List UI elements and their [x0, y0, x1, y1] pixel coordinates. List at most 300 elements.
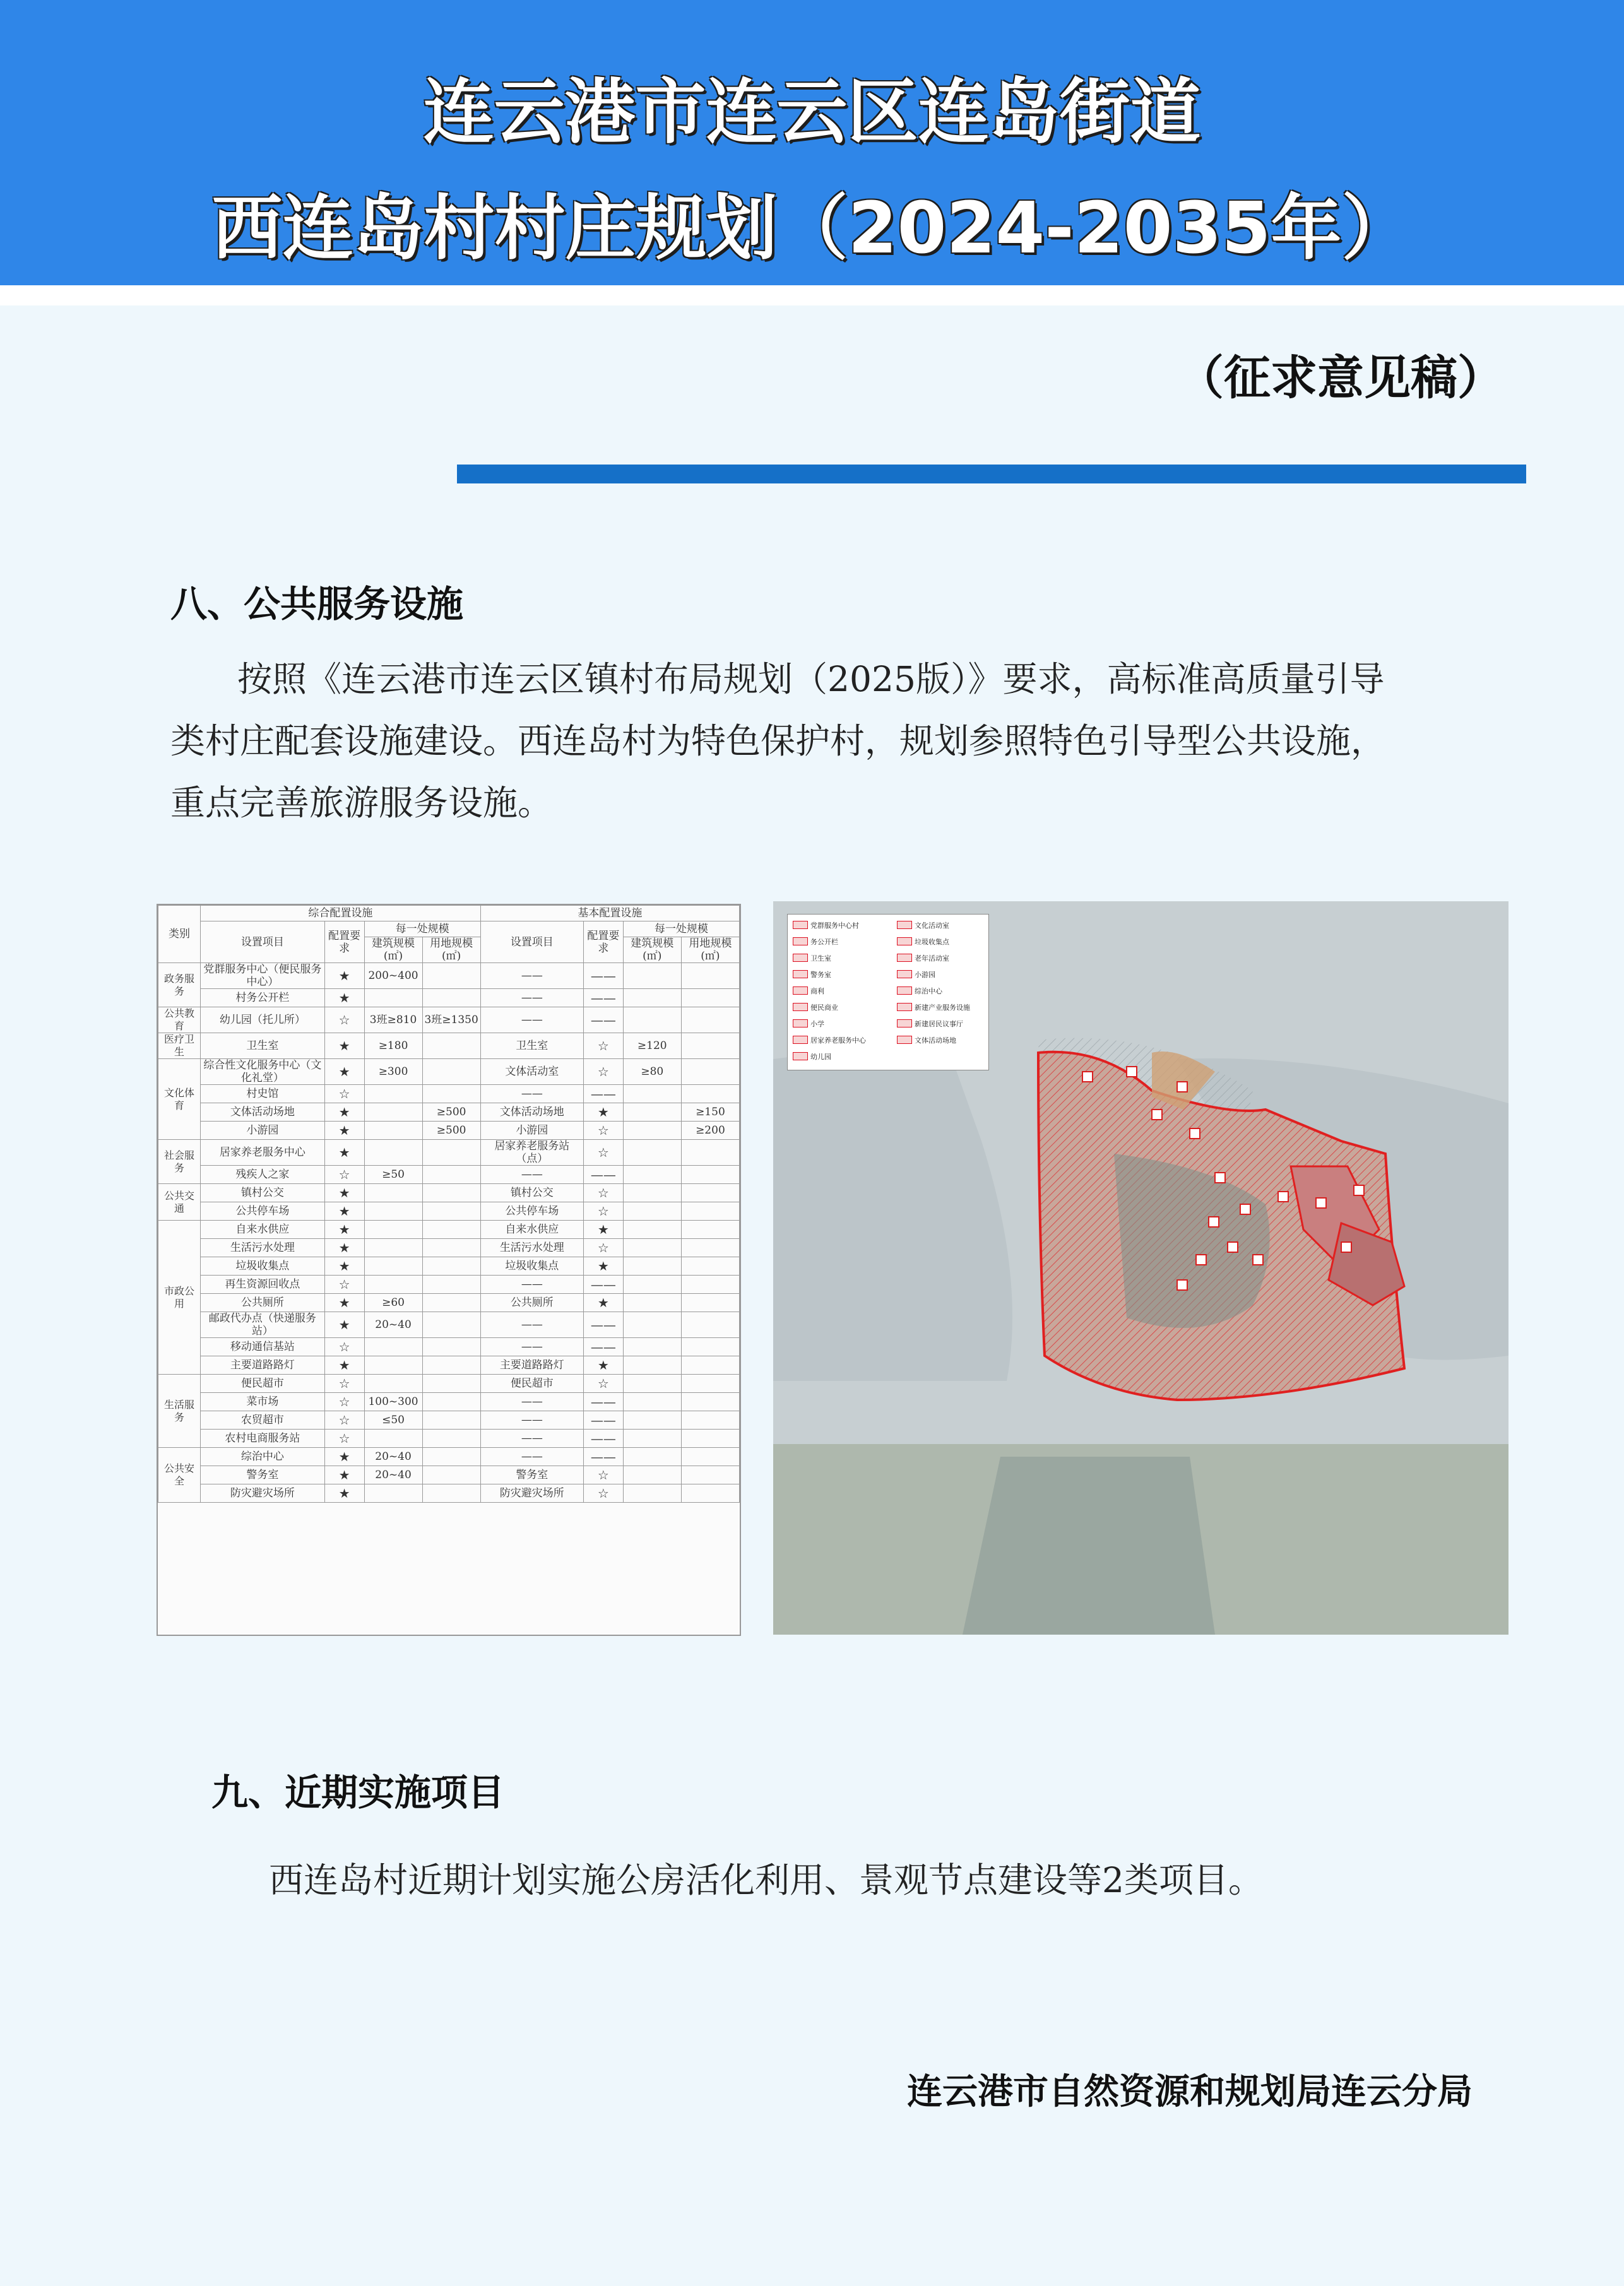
table-row [158, 1338, 740, 1356]
category-cell: 公共交通 [158, 1184, 201, 1221]
cell-c-land [422, 1393, 480, 1411]
cell-b-item: —— [480, 1276, 583, 1294]
cell-b-build [623, 1375, 681, 1393]
table-row [158, 1184, 740, 1202]
cell-c-req: ★ [324, 1140, 364, 1166]
cell-b-land [681, 1356, 739, 1375]
cell-c-build [364, 1257, 422, 1276]
cell-c-req: ★ [324, 1257, 364, 1276]
cell-c-build: 20~40 [364, 1312, 422, 1338]
cell-b-item: 自来水供应 [480, 1221, 583, 1239]
cell-c-item: 党群服务中心（便民服务中心） [200, 963, 324, 989]
legend-swatch [897, 1036, 912, 1044]
cell-b-req: ★ [583, 1221, 623, 1239]
cell-c-build [364, 1140, 422, 1166]
cell-b-item: —— [480, 1393, 583, 1411]
cell-b-item: 公共停车场 [480, 1202, 583, 1221]
table-row [158, 1276, 740, 1294]
cell-c-req: ★ [324, 1294, 364, 1312]
cell-c-build [364, 1085, 422, 1103]
cell-b-item: —— [480, 1411, 583, 1430]
cell-b-build [623, 1122, 681, 1140]
legend-swatch [793, 986, 808, 995]
cell-b-item: 便民超市 [480, 1375, 583, 1393]
cell-b-req: ☆ [583, 1059, 623, 1085]
cell-c-build [364, 1276, 422, 1294]
cell-c-land [422, 1184, 480, 1202]
cell-c-req: ★ [324, 1202, 364, 1221]
cell-c-build [364, 1375, 422, 1393]
cell-b-land [681, 963, 739, 989]
legend-swatch [793, 1052, 808, 1060]
cell-c-item: 防灾避灾场所 [200, 1484, 324, 1503]
header-land: 用地规模(㎡) [681, 937, 739, 963]
cell-c-land [422, 1257, 480, 1276]
legend-label: 新建居民议事厅 [915, 1020, 963, 1028]
legend-swatch [897, 954, 912, 962]
table-row [158, 1221, 740, 1239]
category-cell: 生活服务 [158, 1375, 201, 1448]
cell-c-build [364, 1184, 422, 1202]
cell-b-req: —— [583, 1448, 623, 1466]
legend-label: 文化活动室 [915, 921, 949, 930]
cell-c-land [422, 1375, 480, 1393]
legend-label: 商利 [810, 987, 824, 995]
cell-c-land [422, 1221, 480, 1239]
table-row [158, 1312, 740, 1338]
legend-label: 幼儿园 [810, 1053, 831, 1061]
legend-swatch [897, 937, 912, 945]
table-row [158, 1411, 740, 1430]
header-req: 配置要求 [324, 921, 364, 963]
legend-label: 垃圾收集点 [915, 938, 949, 946]
cell-b-land [681, 1375, 739, 1393]
cell-c-land: ≥500 [422, 1103, 480, 1122]
legend-label: 小游园 [915, 971, 935, 979]
cell-c-land [422, 1466, 480, 1484]
cell-b-req: ★ [583, 1356, 623, 1375]
header-category: 类别 [158, 906, 201, 963]
header-req: 配置要求 [583, 921, 623, 963]
header-build: 建筑规模(㎡) [623, 937, 681, 963]
legend-swatch [897, 1019, 912, 1028]
legend-label: 卫生室 [810, 954, 831, 962]
cell-c-land [422, 1338, 480, 1356]
cell-b-land [681, 989, 739, 1007]
table-row [158, 1356, 740, 1375]
cell-b-build [623, 1430, 681, 1448]
cell-b-req: —— [583, 1411, 623, 1430]
cell-b-land: ≥150 [681, 1103, 739, 1122]
cell-c-req: ☆ [324, 1393, 364, 1411]
table-row [158, 1375, 740, 1393]
cell-c-land: ≥500 [422, 1122, 480, 1140]
cell-b-land [681, 1184, 739, 1202]
cell-c-item: 镇村公交 [200, 1184, 324, 1202]
cell-b-req: —— [583, 989, 623, 1007]
header-basic: 基本配置设施 [480, 906, 739, 921]
legend-swatch [793, 1036, 808, 1044]
cell-c-req: ★ [324, 989, 364, 1007]
header-comprehensive: 综合配置设施 [200, 906, 480, 921]
cell-c-land [422, 1239, 480, 1257]
header-item: 设置项目 [480, 921, 583, 963]
cell-c-item: 村务公开栏 [200, 989, 324, 1007]
legend-swatch [793, 1003, 808, 1011]
cell-b-land [681, 1312, 739, 1338]
header-land: 用地规模(㎡) [422, 937, 480, 963]
cell-c-build [364, 1484, 422, 1503]
cell-c-req: ☆ [324, 1430, 364, 1448]
cell-c-item: 生活污水处理 [200, 1239, 324, 1257]
cell-b-item: —— [480, 1430, 583, 1448]
cell-c-build [364, 1239, 422, 1257]
facility-table [157, 904, 741, 1636]
legend-label: 警务室 [810, 971, 831, 979]
cell-b-land [681, 1059, 739, 1085]
table-row [158, 1033, 740, 1059]
cell-c-build [364, 1202, 422, 1221]
table-row [158, 1484, 740, 1503]
cell-b-req: ☆ [583, 1466, 623, 1484]
cell-b-build [623, 1393, 681, 1411]
cell-c-land [422, 1448, 480, 1466]
cell-b-item: 公共厕所 [480, 1294, 583, 1312]
cell-b-land [681, 1007, 739, 1033]
legend-label: 文体活动场地 [915, 1036, 956, 1045]
cell-b-req: ☆ [583, 1484, 623, 1503]
cell-b-item: —— [480, 963, 583, 989]
category-cell: 社会服务 [158, 1140, 201, 1184]
legend-swatch [897, 986, 912, 995]
cell-b-item: —— [480, 1085, 583, 1103]
cell-b-item: —— [480, 1338, 583, 1356]
legend-swatch [793, 921, 808, 929]
map-legend [787, 914, 989, 1070]
cell-b-req: —— [583, 1166, 623, 1184]
header-banner [0, 0, 1624, 285]
facility-map [773, 901, 1508, 1635]
legend-swatch [793, 970, 808, 978]
cell-c-item: 农贸超市 [200, 1411, 324, 1430]
section8-para-line2: 类村庄配套设施建设。西连岛村为特色保护村，规划参照特色引导型公共设施， [170, 721, 1386, 761]
cell-c-land [422, 1033, 480, 1059]
cell-c-build: ≥300 [364, 1059, 422, 1085]
cell-c-item: 菜市场 [200, 1393, 324, 1411]
cell-b-land [681, 1140, 739, 1166]
legend-label: 老年活动室 [915, 954, 949, 962]
cell-c-land [422, 963, 480, 989]
cell-b-build [623, 989, 681, 1007]
cell-b-req: ★ [583, 1257, 623, 1276]
cell-c-req: ★ [324, 1356, 364, 1375]
cell-b-build [623, 963, 681, 989]
cell-b-land [681, 1033, 739, 1059]
cell-b-build [623, 1411, 681, 1430]
cell-c-build: ≤50 [364, 1411, 422, 1430]
cell-c-build [364, 1338, 422, 1356]
cell-c-build: 20~40 [364, 1448, 422, 1466]
legend-swatch [897, 921, 912, 929]
category-cell: 文化体育 [158, 1059, 201, 1140]
cell-b-land [681, 1430, 739, 1448]
cell-b-item: 镇村公交 [480, 1184, 583, 1202]
cell-b-req: ★ [583, 1294, 623, 1312]
cell-c-build: ≥60 [364, 1294, 422, 1312]
cell-c-item: 综治中心 [200, 1448, 324, 1466]
cell-c-land [422, 1140, 480, 1166]
cell-b-build [623, 1257, 681, 1276]
cell-b-land [681, 1202, 739, 1221]
cell-b-item: —— [480, 1312, 583, 1338]
cell-c-req: ★ [324, 1059, 364, 1085]
cell-c-build [364, 1221, 422, 1239]
cell-b-req: ☆ [583, 1184, 623, 1202]
cell-c-land [422, 989, 480, 1007]
cell-c-item: 小游园 [200, 1122, 324, 1140]
cell-b-land [681, 1085, 739, 1103]
cell-c-build [364, 1122, 422, 1140]
section9-para: 西连岛村近期计划实施公房活化利用、景观节点建设等2类项目。 [269, 1860, 1263, 1900]
table-row [158, 1202, 740, 1221]
cell-b-land [681, 1484, 739, 1503]
category-cell: 公共安全 [158, 1448, 201, 1503]
cell-b-land [681, 1257, 739, 1276]
section9-heading: 九、近期实施项目 [211, 1771, 505, 1814]
cell-b-build [623, 1202, 681, 1221]
table-row [158, 1140, 740, 1166]
legend-label: 综治中心 [915, 987, 942, 995]
cell-b-build: ≥120 [623, 1033, 681, 1059]
cell-b-item: 垃圾收集点 [480, 1257, 583, 1276]
cell-c-item: 居家养老服务中心 [200, 1140, 324, 1166]
cell-c-land [422, 1276, 480, 1294]
cell-c-build [364, 1430, 422, 1448]
table-row [158, 1448, 740, 1466]
cell-c-item: 残疾人之家 [200, 1166, 324, 1184]
legend-label: 居家养老服务中心 [810, 1036, 866, 1045]
cell-c-land [422, 1059, 480, 1085]
legend-label: 党群服务中心村 [810, 921, 859, 930]
cell-b-item: 主要道路路灯 [480, 1356, 583, 1375]
cell-b-req: —— [583, 1430, 623, 1448]
legend-label: 小学 [810, 1020, 824, 1028]
cell-b-build [623, 1103, 681, 1122]
cell-c-req: ☆ [324, 1166, 364, 1184]
cell-c-req: ★ [324, 1184, 364, 1202]
cell-b-req: ☆ [583, 1375, 623, 1393]
cell-c-req: ★ [324, 1484, 364, 1503]
cell-b-req: —— [583, 1007, 623, 1033]
legend-swatch [793, 937, 808, 945]
cell-c-build [364, 1356, 422, 1375]
cell-b-build [623, 1166, 681, 1184]
cell-c-req: ☆ [324, 1085, 364, 1103]
cell-c-build: 20~40 [364, 1466, 422, 1484]
cell-c-req: ★ [324, 1033, 364, 1059]
header-item: 设置项目 [200, 921, 324, 963]
cell-b-req: —— [583, 1393, 623, 1411]
cell-b-req: —— [583, 1312, 623, 1338]
accent-divider [457, 465, 1526, 483]
cell-b-req: —— [583, 1085, 623, 1103]
cell-c-land: 3班≥1350 [422, 1007, 480, 1033]
cell-b-build [623, 1221, 681, 1239]
cell-c-req: ☆ [324, 1276, 364, 1294]
cell-c-land [422, 1202, 480, 1221]
table-row [158, 1007, 740, 1033]
cell-c-req: ☆ [324, 1375, 364, 1393]
legend-label: 新建产业服务设施 [915, 1004, 970, 1012]
cell-c-build: 200~400 [364, 963, 422, 989]
cell-c-req: ★ [324, 1312, 364, 1338]
cell-c-item: 警务室 [200, 1466, 324, 1484]
cell-c-item: 文体活动场地 [200, 1103, 324, 1122]
cell-c-req: ★ [324, 1103, 364, 1122]
cell-c-item: 自来水供应 [200, 1221, 324, 1239]
table-row [158, 963, 740, 989]
table-row [158, 1103, 740, 1122]
cell-c-req: ★ [324, 963, 364, 989]
header-build: 建筑规模(㎡) [364, 937, 422, 963]
cell-c-land [422, 1312, 480, 1338]
cell-b-item: 防灾避灾场所 [480, 1484, 583, 1503]
cell-b-land: ≥200 [681, 1122, 739, 1140]
cell-b-build [623, 1338, 681, 1356]
draft-label: （征求意见稿） [1177, 351, 1504, 405]
cell-c-build [364, 1103, 422, 1122]
cell-b-land [681, 1239, 739, 1257]
cell-c-land [422, 1166, 480, 1184]
table-row [158, 1466, 740, 1484]
cell-c-build: ≥180 [364, 1033, 422, 1059]
cell-b-req: —— [583, 963, 623, 989]
cell-c-item: 移动通信基站 [200, 1338, 324, 1356]
cell-c-item: 再生资源回收点 [200, 1276, 324, 1294]
legend-swatch [793, 954, 808, 962]
cell-c-item: 便民超市 [200, 1375, 324, 1393]
cell-b-req: —— [583, 1338, 623, 1356]
cell-b-land [681, 1338, 739, 1356]
section8-para-line3: 重点完善旅游服务设施。 [170, 783, 553, 823]
title-line-2: 西连岛村村庄规划（2024-2035年） [211, 187, 1413, 269]
issuer-footer: 连云港市自然资源和规划局连云分局 [907, 2071, 1473, 2112]
table-row [158, 1122, 740, 1140]
cell-b-req: ☆ [583, 1122, 623, 1140]
cell-b-item: 小游园 [480, 1122, 583, 1140]
table-row [158, 1059, 740, 1085]
table-row [158, 1430, 740, 1448]
cell-b-land [681, 1221, 739, 1239]
cell-b-build [623, 1484, 681, 1503]
cell-b-build [623, 1184, 681, 1202]
cell-b-build [623, 1085, 681, 1103]
cell-c-req: ★ [324, 1122, 364, 1140]
cell-c-build: 3班≥810 [364, 1007, 422, 1033]
cell-c-land [422, 1411, 480, 1430]
cell-c-land [422, 1484, 480, 1503]
cell-c-build [364, 989, 422, 1007]
category-cell: 医疗卫生 [158, 1033, 201, 1059]
cell-b-land [681, 1466, 739, 1484]
cell-c-item: 村史馆 [200, 1085, 324, 1103]
cell-b-req: —— [583, 1276, 623, 1294]
cell-b-item: 生活污水处理 [480, 1239, 583, 1257]
cell-b-build [623, 1448, 681, 1466]
cell-b-build [623, 1294, 681, 1312]
cell-b-build [623, 1007, 681, 1033]
section8-heading: 八、公共服务设施 [170, 583, 464, 625]
cell-b-build [623, 1356, 681, 1375]
legend-label: 务公开栏 [810, 938, 838, 946]
header-scale: 每一处规模 [623, 921, 739, 937]
cell-b-item: 卫生室 [480, 1033, 583, 1059]
cell-c-item: 幼儿园（托儿所） [200, 1007, 324, 1033]
cell-b-req: ☆ [583, 1140, 623, 1166]
cell-b-req: ★ [583, 1103, 623, 1122]
cell-c-land [422, 1430, 480, 1448]
cell-b-build [623, 1239, 681, 1257]
title-line-1: 连云港市连云区连岛街道 [423, 71, 1201, 153]
cell-c-item: 垃圾收集点 [200, 1257, 324, 1276]
cell-b-build [623, 1466, 681, 1484]
cell-c-item: 农村电商服务站 [200, 1430, 324, 1448]
cell-b-item: 警务室 [480, 1466, 583, 1484]
cell-b-item: 居家养老服务站（点） [480, 1140, 583, 1166]
category-cell: 公共教育 [158, 1007, 201, 1033]
cell-c-item: 综合性文化服务中心（文化礼堂） [200, 1059, 324, 1085]
cell-b-item: —— [480, 1166, 583, 1184]
cell-c-item: 主要道路路灯 [200, 1356, 324, 1375]
table-row [158, 1085, 740, 1103]
category-cell: 政务服务 [158, 963, 201, 1007]
cell-c-req: ☆ [324, 1411, 364, 1430]
legend-label: 便民商业 [810, 1004, 838, 1012]
cell-b-build [623, 1276, 681, 1294]
cell-c-item: 公共厕所 [200, 1294, 324, 1312]
cell-b-item: —— [480, 989, 583, 1007]
table-row [158, 1166, 740, 1184]
legend-swatch [897, 1003, 912, 1011]
legend-swatch [793, 1019, 808, 1028]
cell-c-req: ★ [324, 1448, 364, 1466]
cell-b-item: 文体活动场地 [480, 1103, 583, 1122]
cell-b-build [623, 1140, 681, 1166]
cell-c-land [422, 1356, 480, 1375]
section8-para-line1: 按照《连云港市连云区镇村布局规划（2025版）》要求，高标准高质量引导 [237, 659, 1385, 699]
cell-c-req: ☆ [324, 1338, 364, 1356]
cell-b-land [681, 1294, 739, 1312]
cell-c-land [422, 1294, 480, 1312]
cell-b-item: —— [480, 1448, 583, 1466]
cell-b-req: ☆ [583, 1239, 623, 1257]
cell-c-build: ≥50 [364, 1166, 422, 1184]
cell-b-build [623, 1312, 681, 1338]
cell-b-land [681, 1276, 739, 1294]
cell-b-build: ≥80 [623, 1059, 681, 1085]
cell-b-land [681, 1411, 739, 1430]
cell-c-req: ☆ [324, 1007, 364, 1033]
cell-b-req: ☆ [583, 1202, 623, 1221]
table-row [158, 1294, 740, 1312]
cell-c-land [422, 1085, 480, 1103]
table-row [158, 989, 740, 1007]
header-scale: 每一处规模 [364, 921, 480, 937]
cell-b-req: ☆ [583, 1033, 623, 1059]
table-row [158, 1393, 740, 1411]
cell-c-req: ★ [324, 1466, 364, 1484]
table-row [158, 1257, 740, 1276]
